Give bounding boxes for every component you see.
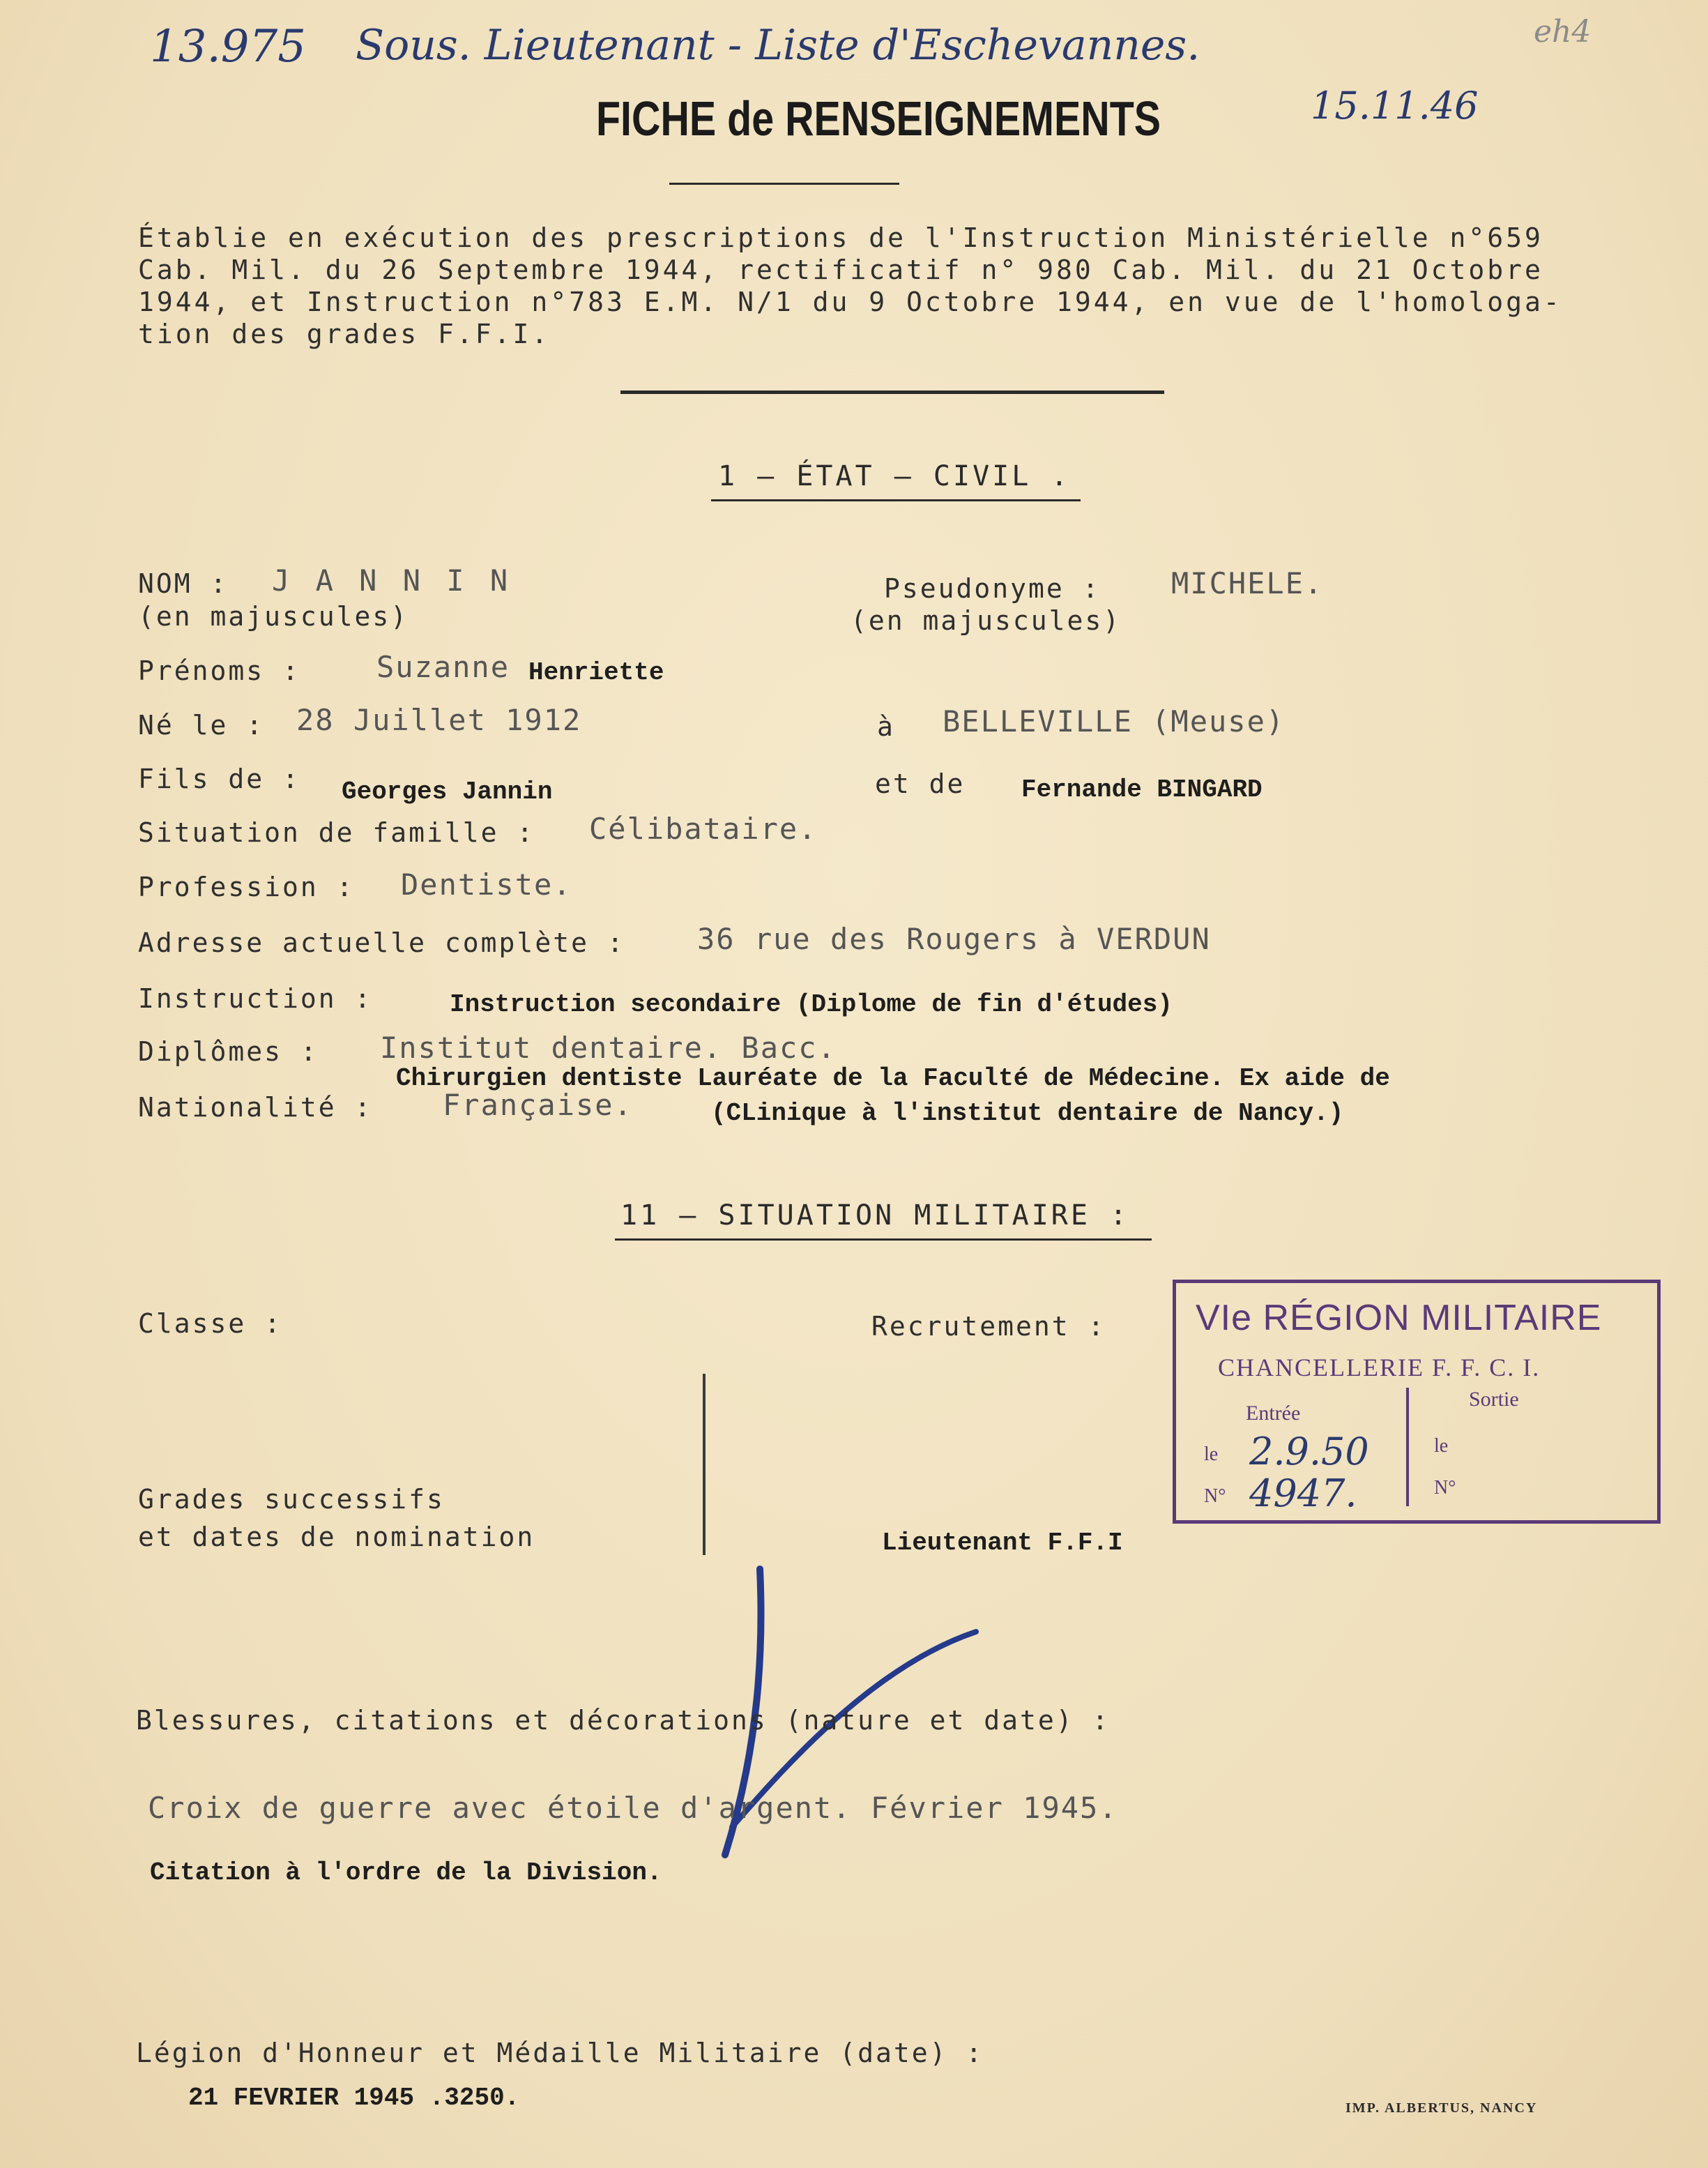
title-rule (669, 183, 899, 185)
et-de-label: et de (875, 768, 966, 799)
diplomes-value: Institut dentaire. Bacc. (380, 1031, 837, 1065)
fils-de-value: Georges Jannin (342, 778, 553, 806)
stamp-entree-no-label: N° (1204, 1485, 1226, 1507)
classe-label: Classe : (138, 1308, 283, 1339)
et-de-value: Fernande BINGARD (1021, 775, 1263, 804)
section-rule-situation-militaire (615, 1238, 1152, 1241)
nationalite-value: Française. (443, 1088, 633, 1122)
fils-de-label: Fils de : (138, 764, 300, 794)
legion-value: 21 FEVRIER 1945 .3250. (188, 2084, 520, 2112)
grade-value: Lieutenant F.F.I (882, 1529, 1123, 1557)
intro-line-4: tion des grades F.F.I. (138, 319, 551, 349)
blessures-value-line-2: Citation à l'ordre de la Division. (150, 1858, 662, 1887)
instruction-label: Instruction : (138, 983, 373, 1014)
stamp-entree-le-label: le (1204, 1443, 1219, 1465)
stamp-sortie-no-label: N° (1434, 1477, 1456, 1499)
nom-value: J A N N I N (272, 563, 512, 598)
handwritten-rank-note: Sous. Lieutenant - Liste d'Eschevannes. (356, 21, 1200, 70)
prenoms-value-2: Henriette (528, 658, 664, 687)
legion-label: Légion d'Honneur et Médaille Militaire (date) : (136, 2038, 984, 2068)
section-rule-etat-civil (711, 499, 1081, 501)
section-heading-situation-militaire: 11 — SITUATION MILITAIRE : (620, 1199, 1130, 1231)
stamp-divider (1406, 1388, 1409, 1506)
adresse-label: Adresse actuelle complète : (138, 927, 625, 958)
handwritten-date: 15.11.46 (1311, 84, 1479, 128)
pseudonyme-label: Pseudonyme : (884, 573, 1101, 604)
blessures-label: Blessures, citations et décorations (nature et date) : (136, 1705, 1111, 1736)
stamp-sortie-label: Sortie (1469, 1388, 1519, 1411)
a-value: BELLEVILLE (Meuse) (943, 704, 1286, 738)
nationalite-label: Nationalité : (138, 1092, 373, 1123)
situation-famille-value: Célibataire. (589, 812, 818, 846)
diplomes-label: Diplômes : (138, 1036, 319, 1067)
chancellerie-stamp (1173, 1280, 1661, 1524)
diplomes-extra-line-2: (CLinique à l'institut dentaire de Nancy.) (711, 1099, 1344, 1128)
handwritten-number: 13.975 (150, 21, 306, 73)
intro-rule (620, 391, 1164, 394)
intro-line-1: Établie en exécution des prescriptions de l'Instruction Ministérielle n°659 (138, 222, 1543, 253)
stamp-entree-number: 4947. (1249, 1471, 1357, 1515)
page-title: FICHE de RENSEIGNEMENTS (596, 91, 1161, 146)
section-heading-etat-civil: 1 — ÉTAT — CIVIL . (718, 460, 1071, 492)
profession-label: Profession : (138, 872, 355, 902)
diplomes-extra-line-1: Chirurgien dentiste Lauréate de la Faculté de Médecine. Ex aide de (396, 1064, 1390, 1093)
profession-value: Dentiste. (401, 867, 572, 902)
vertical-divider-mark (703, 1374, 706, 1555)
stamp-entree-date: 2.9.50 (1249, 1430, 1369, 1473)
grades-label-line-2: et dates de nomination (138, 1522, 535, 1552)
stamp-sortie-le-label: le (1434, 1435, 1449, 1457)
adresse-value: 36 rue des Rougers à VERDUN (697, 922, 1211, 956)
intro-line-2: Cab. Mil. du 26 Septembre 1944, rectificatif n° 980 Cab. Mil. du 21 Octobre (138, 255, 1543, 285)
handwritten-corner-mark: eh4 (1534, 14, 1592, 50)
ne-le-value: 28 Juillet 1912 (296, 703, 582, 737)
ne-le-label: Né le : (138, 710, 265, 741)
intro-line-3: 1944, et Instruction n°783 E.M. N/1 du 9 Octobre 1944, en vue de l'homologa- (138, 287, 1562, 317)
instruction-value: Instruction secondaire (Diplome de fin d'études) (450, 990, 1173, 1019)
a-label: à (877, 711, 895, 742)
recrutement-label: Recrutement : (871, 1311, 1106, 1342)
nom-label: NOM : (138, 568, 229, 599)
grades-label-line-1: Grades successifs (138, 1484, 445, 1515)
blessures-value-line-1: Croix de guerre avec étoile d'argent. Février 1945. (148, 1791, 1118, 1825)
stamp-chancellerie-line: CHANCELLERIE F. F. C. I. (1218, 1354, 1541, 1381)
prenoms-label: Prénoms : (138, 655, 300, 686)
printer-imprint: IMP. ALBERTUS, NANCY (1345, 2100, 1538, 2116)
stamp-entree-label: Entrée (1246, 1402, 1301, 1425)
prenoms-value-1: Suzanne (376, 650, 510, 684)
pseudonyme-maj-note: (en majuscules) (851, 605, 1122, 636)
situation-famille-label: Situation de famille : (138, 817, 535, 848)
stamp-region-line: VIe RÉGION MILITAIRE (1196, 1298, 1602, 1338)
pseudonyme-value: MICHELE. (1171, 566, 1324, 600)
nom-maj-note: (en majuscules) (138, 601, 409, 632)
